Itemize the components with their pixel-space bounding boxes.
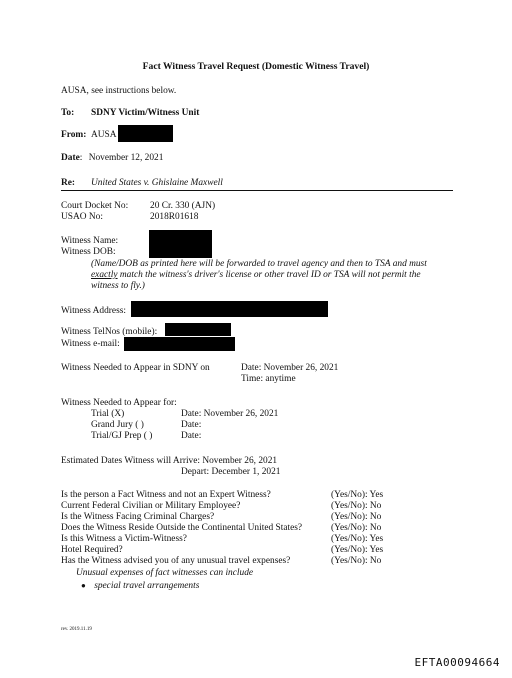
witness-note-line3: witness to fly.) [91, 281, 145, 291]
question-answer: (Yes/No): No [331, 523, 382, 533]
question-answer: (Yes/No): No [331, 512, 382, 522]
redaction-block [165, 323, 231, 336]
redaction-block [149, 230, 212, 258]
question-answer: (Yes/No): Yes [331, 545, 384, 555]
witness-tel-label: Witness TelNos (mobile): [61, 327, 158, 337]
to-label: To: [61, 108, 75, 118]
witness-name-label: Witness Name: [61, 236, 119, 246]
question-text: Current Federal Civilian or Military Employee? [61, 501, 241, 511]
date-row [61, 153, 163, 164]
intro-text: AUSA, see instructions below. [61, 86, 177, 96]
re-value: United States v. Ghislaine Maxwell [91, 178, 223, 188]
witness-note-exactly: exactly [91, 270, 118, 280]
estimated-depart: Depart: December 1, 2021 [181, 467, 281, 477]
appear-sdny-label: Witness Needed to Appear in SDNY on [61, 363, 210, 373]
usao-label: USAO No: [61, 212, 103, 222]
question-text: Hotel Required? [61, 545, 123, 555]
question-text: Has the Witness advised you of any unusual travel expenses? [61, 556, 291, 566]
witness-note-line2 [91, 270, 421, 281]
redaction-block [131, 301, 328, 317]
bullet-text: special travel arrangements [94, 581, 200, 591]
appear-for-label: Witness Needed to Appear for: [61, 398, 177, 408]
appear-for-item-date: Date: [181, 420, 202, 430]
witness-dob-label: Witness DOB: [61, 247, 116, 257]
docket-label: Court Docket No: [61, 201, 129, 211]
appear-for-item-name: Grand Jury ( ) [91, 420, 144, 430]
re-label: Re: [61, 178, 76, 188]
form-title: Fact Witness Travel Request (Domestic Witness Travel) [142, 61, 370, 72]
re-underline [61, 190, 453, 191]
appear-for-item-date: Date: November 26, 2021 [181, 409, 279, 419]
docket-value: 20 Cr. 330 (AJN) [150, 201, 216, 211]
date-value: November 12, 2021 [88, 153, 164, 163]
unusual-expenses-note: Unusual expenses of fact witnesses can include [76, 568, 254, 578]
witness-note-line1: (Name/DOB as printed here will be forwarded to travel agency and then to TSA and must [91, 259, 427, 269]
to-value: SDNY Victim/Witness Unit [91, 108, 200, 118]
question-text: Is this Witness a Victim-Witness? [61, 534, 187, 544]
appear-for-item-name: Trial/GJ Prep ( ) [91, 431, 153, 441]
witness-address-label: Witness Address: [61, 306, 126, 316]
bullet-dot-icon: ● [81, 581, 86, 590]
appear-for-item-name: Trial (X) [91, 409, 125, 419]
question-answer: (Yes/No): Yes [331, 534, 384, 544]
appear-sdny-date: Date: November 26, 2021 [241, 363, 339, 373]
question-text: Is the person a Fact Witness and not an Expert Witness? [61, 490, 271, 500]
document-id: EFTA00094664 [414, 656, 500, 670]
usao-value: 2018R01618 [150, 212, 199, 222]
redaction-block [124, 337, 235, 351]
estimated-arrive: Estimated Dates Witness will Arrive: November 26, 2021 [61, 456, 278, 466]
question-text: Is the Witness Facing Criminal Charges? [61, 512, 215, 522]
from-value: AUSA [91, 130, 117, 140]
date-label: Date [61, 153, 80, 163]
witness-email-label: Witness e-mail: [61, 339, 120, 349]
question-answer: (Yes/No): No [331, 556, 382, 566]
question-answer: (Yes/No): No [331, 501, 382, 511]
date-colon: : [79, 153, 83, 163]
revision-note: rev. 2019.11.19 [61, 627, 92, 632]
bullet-item [81, 581, 199, 592]
from-label: From: [61, 130, 87, 140]
question-text: Does the Witness Reside Outside the Continental United States? [61, 523, 303, 533]
redaction-block [118, 125, 173, 142]
appear-sdny-time: Time: anytime [241, 374, 296, 384]
witness-note-rest: match the witness's driver's license or other travel ID or TSA will not permit the [117, 270, 421, 280]
question-answer: (Yes/No): Yes [331, 490, 384, 500]
appear-for-item-date: Date: [181, 431, 202, 441]
